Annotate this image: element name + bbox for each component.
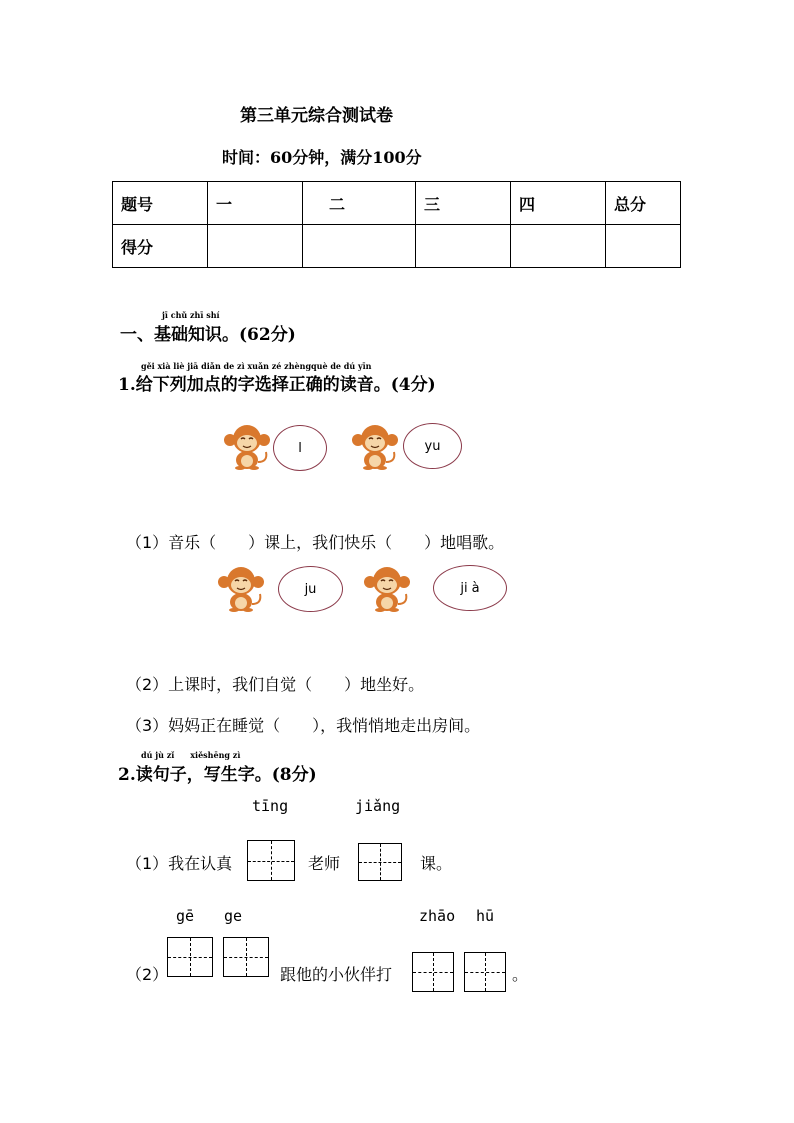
table-row: [113, 225, 681, 268]
table-cell: 二: [303, 182, 416, 225]
monkey-icon: [222, 424, 272, 470]
q1-sentence-2: （2）上课时，我们自觉（ ）地坐好。: [126, 675, 425, 694]
table-cell: 三: [416, 182, 511, 225]
table-row: [113, 182, 681, 225]
q2-line2-prefix: （2）: [126, 965, 169, 984]
pinyin-label: tīng: [252, 797, 289, 815]
q2-line2-suffix: 。: [512, 965, 529, 984]
tianzige-write-box[interactable]: [167, 937, 213, 977]
pinyin-label: zhāo: [419, 907, 456, 925]
q2-line2-mid: 跟他的小伙伴打: [280, 965, 393, 984]
score-input-cell[interactable]: [208, 225, 303, 268]
tianzige-write-box[interactable]: [358, 843, 402, 881]
score-input-cell[interactable]: [511, 225, 606, 268]
q2-line1-mid: 老师: [308, 854, 341, 873]
table-cell: 四: [511, 182, 606, 225]
q2-title: 2.读句子，写生字。(8分): [118, 765, 317, 785]
q1-sentence-1: （1）音乐（ ）课上，我们快乐（ ）地唱歌。: [126, 533, 505, 552]
section1-pinyin: jī chǔ zhī shí: [162, 310, 220, 320]
pinyin-option-bubble: ji à: [433, 565, 507, 611]
pinyin-option-bubble: yu: [403, 423, 462, 469]
q1-title: 1.给下列加点的字选择正确的读音。(4分): [118, 375, 436, 395]
q1-sentence-3: （3）妈妈正在睡觉（ ），我悄悄地走出房间。: [126, 716, 481, 735]
section1-title: 一、基础知识。(62分): [120, 325, 296, 345]
q2-pinyin: dú jù zǐ xiěshēng zì: [141, 750, 241, 760]
tianzige-write-box[interactable]: [247, 840, 295, 881]
monkey-icon: [350, 424, 400, 470]
pinyin-label: gē: [176, 907, 195, 925]
exam-time-info: 时间：60分钟，满分100分: [222, 148, 422, 167]
pinyin-option-bubble: ju: [278, 566, 343, 612]
tianzige-write-box[interactable]: [412, 952, 454, 992]
score-input-cell[interactable]: [416, 225, 511, 268]
page-title: 第三单元综合测试卷: [240, 106, 393, 126]
table-cell: 得分: [113, 225, 208, 268]
score-input-cell[interactable]: [606, 225, 681, 268]
tianzige-write-box[interactable]: [464, 952, 506, 992]
monkey-icon: [362, 566, 412, 612]
pinyin-label: hū: [476, 907, 495, 925]
tianzige-write-box[interactable]: [223, 937, 269, 977]
table-cell: 题号: [113, 182, 208, 225]
table-cell: 一: [208, 182, 303, 225]
q2-line1-prefix: （1）我在认真: [126, 854, 233, 873]
monkey-icon: [216, 566, 266, 612]
q2-line1-suffix: 课。: [420, 854, 453, 873]
table-cell: 总分: [606, 182, 681, 225]
pinyin-label: jiǎng: [355, 797, 401, 815]
q1-pinyin: gěi xià liè jiā diǎn de zì xuǎn zé zhèngquè de dú yīn: [141, 361, 372, 371]
score-table: [112, 181, 681, 268]
pinyin-label: ge: [224, 907, 243, 925]
score-input-cell[interactable]: [303, 225, 416, 268]
pinyin-option-bubble: l: [273, 425, 327, 471]
